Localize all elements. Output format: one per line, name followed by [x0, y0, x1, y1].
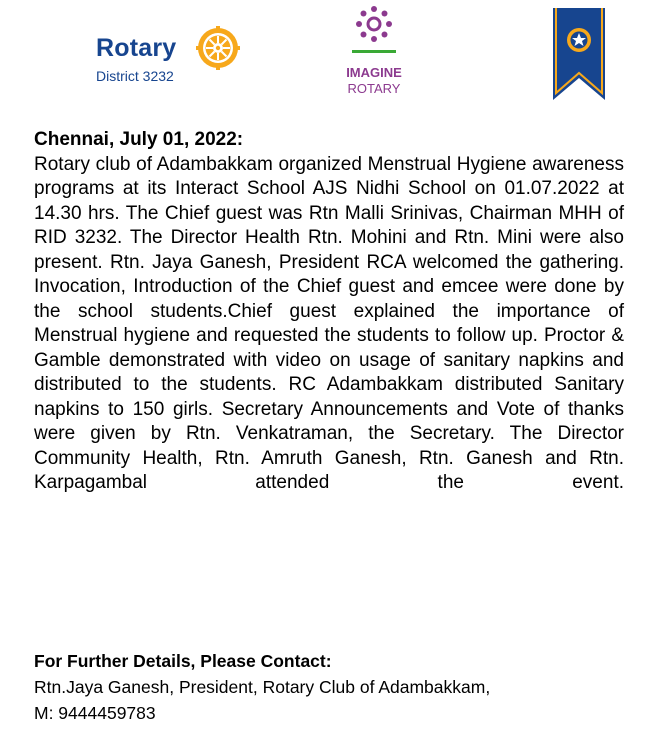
rotary-text: ROTARY [347, 81, 401, 96]
imagine-rotary-logo [334, 4, 414, 100]
contact-phone: M: 9444459783 [34, 703, 156, 723]
contact-person: Rtn.Jaya Ganesh, President, Rotary Club of Adambakkam, [34, 677, 491, 697]
rotary-district-logo [96, 26, 246, 86]
contact-section [34, 648, 634, 726]
imagine-rotary-emblem-icon [334, 4, 414, 60]
article-body: Rotary club of Adambakkam organized Menstrual Hygiene awareness programs at its Interact School AJS Nidhi School on 01.07.2022 at 14.30 hrs. The Chief guest was Rtn Malli Srinivas, Chairman MHH of RID 3232. The Director Health Rtn. Mohini and Rtn. Mini were also present. Rtn. Jaya Ganesh, President RCA welcomed the gathering. Invocation, Introduction of the Chief guest and emcee were done by the school students.Chief guest explained the importance of Menstrual hygiene and requested the students to follow up. Proctor & Gamble demonstrated with video on usage of sanitary napkins and distributed to the students. RC Adambakkam distributed Sanitary napkins to 150 girls. Secretary Announcements and Vote of thanks were given by Rtn. Venkatraman, the Secretary. The Director Community Health, Rtn. Amruth Ganesh, Rtn. Ganesh and Rtn. Karpagambal attended the event. [34, 153, 624, 493]
district-banner-icon [553, 8, 605, 100]
imagine-text: IMAGINE [346, 65, 402, 80]
letterhead [0, 0, 663, 110]
district-label: District 3232 [96, 68, 174, 84]
press-release [34, 128, 624, 520]
contact-heading: For Further Details, Please Contact: [34, 651, 332, 671]
rotary-wordmark: Rotary [96, 34, 177, 62]
dateline: Chennai, July 01, 2022: [34, 129, 244, 150]
rotary-wheel-icon [196, 26, 240, 70]
